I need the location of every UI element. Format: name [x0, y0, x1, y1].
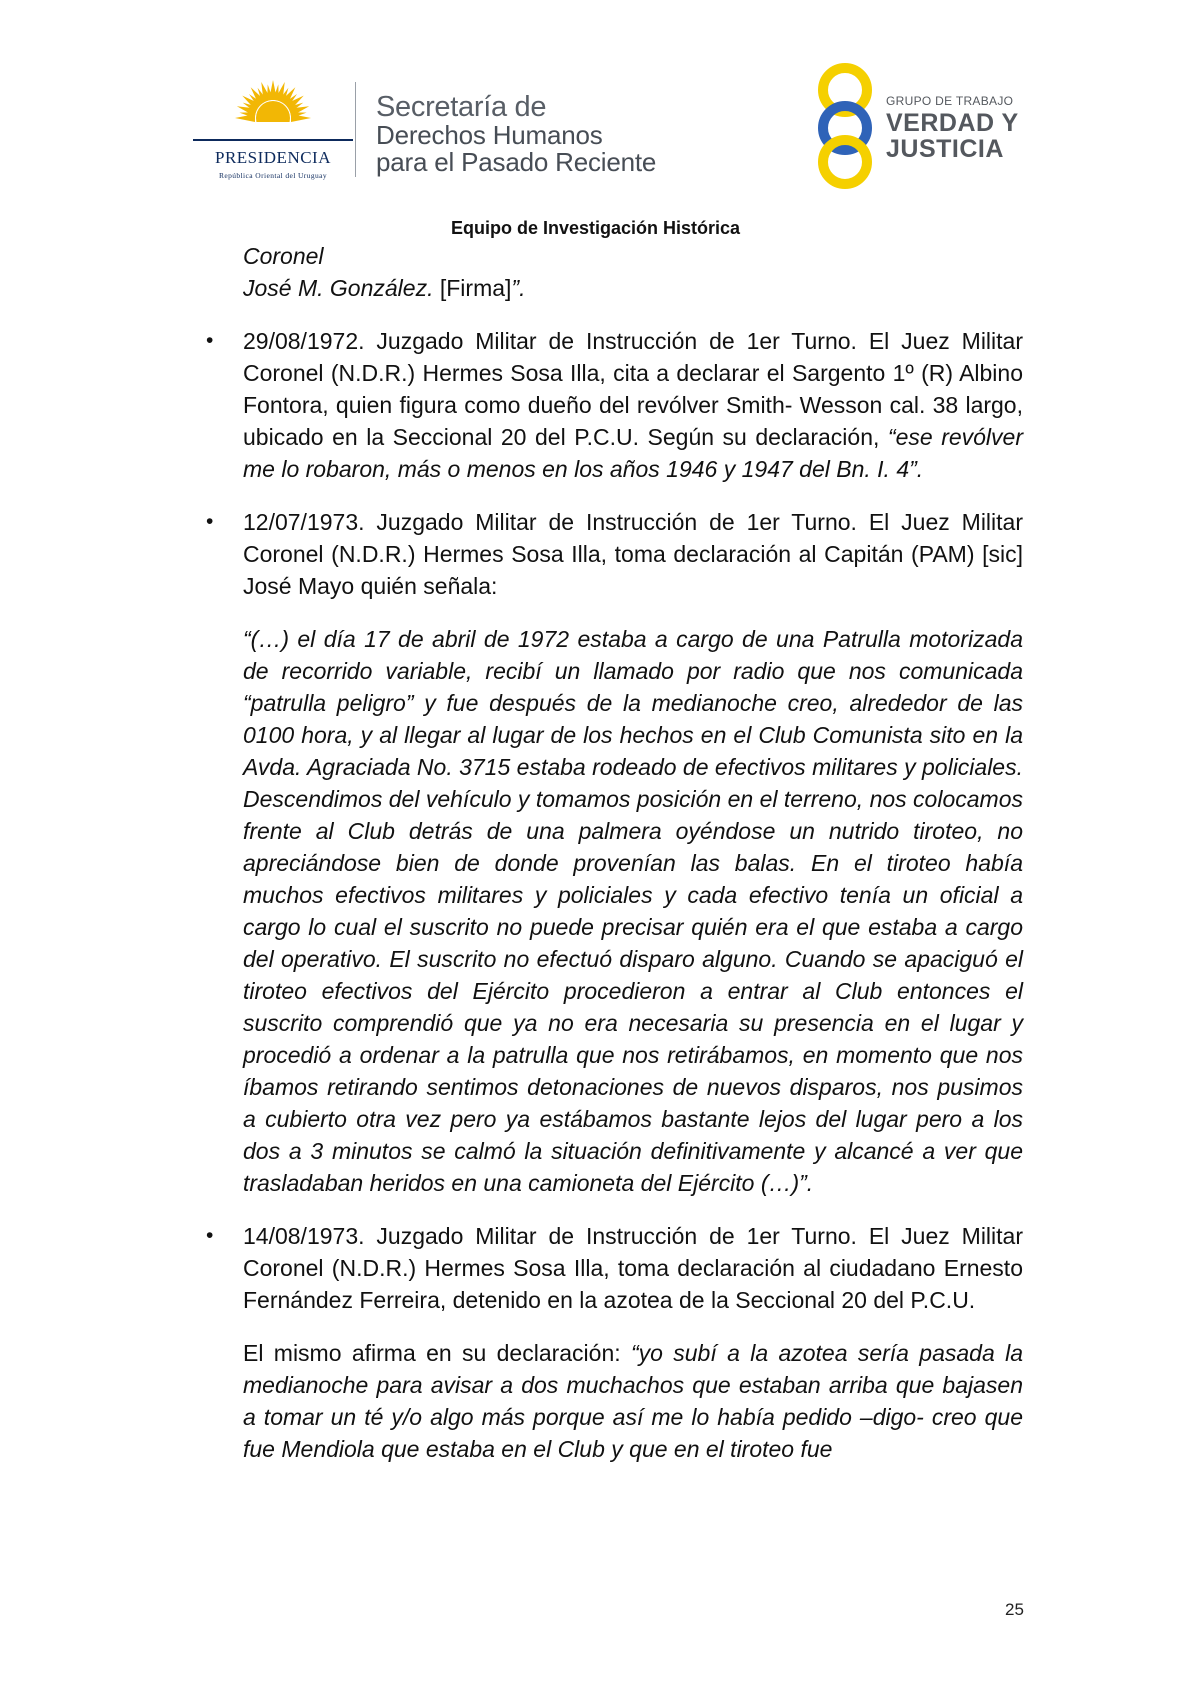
secretaria-line-1: Secretaría de — [376, 91, 547, 123]
entry-paragraph — [243, 325, 1023, 485]
entry-text: 29/08/1972. Juzgado Militar de Instrucción de 1er Turno. El Juez Militar Coronel (N.D.R.) Hermes Sosa Illa, cita a declarar el Sargento 1º (R) Albino Fontora, quien figura como dueño del revólver Smith- Wesson cal. 38 largo, ubicado en la Seccional 20 del P.C.U. Según su declaración, — [243, 328, 1023, 450]
entry-paragraph — [243, 506, 1023, 602]
intro-line-1 — [243, 240, 1023, 272]
sun-icon — [193, 78, 353, 142]
intro-signature-end: ”. — [511, 275, 526, 301]
bullet-mark: • — [206, 329, 214, 352]
presidencia-word: PRESIDENCIA — [214, 148, 331, 167]
quoted-testimony: “(…) el día 17 de abril de 1972 estaba a cargo de una Patrulla motorizada de recorrido variable, recibí un llamado por radio que nos comunicada “patrulla peligro” y fue después de la medianoche creo, alrededor de las 0100 hora, y al llegar al lugar de los hechos en el Club Comunista sito en la Avda. Agraciada No. 3715 estaba rodeado de efectivos militares y policiales. Descendimos del vehículo y tomamos posición en el terreno, nos colocamos frente al Club detrás de una palmera oyéndose un nutrido tiroteo, no apreciándose bien de donde provenían las balas. En el tiroteo había muchos efectivos militares y policiales y cada efectivo tenía un oficial a cargo lo cual el suscrito no puede precisar quién era el que estaba a cargo del operativo. El suscrito no efectuó disparo alguno. Cuando se apaciguó el tiroteo efectivos del Ejército procedieron a entrar al Club entonces el suscrito comprendió que ya no era necesaria su presencia en el lugar y procedió a ordenar a la patrulla que nos retirábamos, en momento que nos íbamos retirando sentimos detonaciones de nuevos disparos, nos pusimos a cubierto otra vez pero ya estábamos bastante lejos del lugar pero a los dos a 3 minutos se calmó la situación definitivamente y alcancé a ver que trasladaban heridos en una camioneta del Ejército (…)”. — [243, 626, 1023, 1196]
presidencia-logo — [190, 78, 350, 178]
header-divider — [355, 82, 356, 177]
bullet-mark: • — [206, 1224, 214, 1247]
grupo-trabajo-logo — [808, 62, 1028, 192]
secretaria-logo-text — [376, 92, 656, 176]
team-title: Equipo de Investigación Histórica — [450, 218, 741, 238]
entry-paragraph — [243, 1220, 1023, 1316]
intro-line-2 — [243, 272, 1023, 304]
intro-rank: Coronel — [243, 243, 324, 269]
followup-paragraph — [243, 1337, 1023, 1465]
intro-signature-mark: [Firma] — [433, 275, 512, 301]
grupo-small-label: GRUPO DE TRABAJO — [886, 94, 1014, 108]
secretaria-line-3: para el Pasado Reciente — [376, 147, 657, 177]
secretaria-line-2: Derechos Humanos — [376, 120, 603, 150]
presidencia-subtitle: República Oriental del Uruguay — [218, 171, 327, 180]
list-item — [206, 325, 1023, 485]
bullet-mark: • — [206, 510, 214, 533]
entry-text: 12/07/1973. Juzgado Militar de Instrucción de 1er Turno. El Juez Militar Coronel (N.D.R.) Hermes Sosa Illa, toma declaración al Capitán (PAM) [sic] José Mayo quién señala: — [243, 509, 1023, 599]
list-item — [206, 1220, 1023, 1316]
grupo-title-1: VERDAD Y — [886, 109, 1019, 137]
intro-signature-name: José M. González. — [243, 275, 434, 301]
entry-quote: “ese revólver me lo robaron, más o menos en los años 1946 y 1947 del Bn. I. 4”. — [243, 424, 1023, 482]
document-body — [206, 240, 1023, 1465]
rings-icon — [808, 62, 883, 192]
followup-lead: El mismo afirma en su declaración: — [243, 1340, 631, 1366]
entry-text: 14/08/1973. Juzgado Militar de Instrucción de 1er Turno. El Juez Militar Coronel (N.D.R.) Hermes Sosa Illa, toma declaración al ciudadano Ernesto Fernández Ferreira, detenido en la azotea de la Seccional 20 del P.C.U. — [243, 1223, 1023, 1313]
presidencia-rule — [193, 139, 353, 141]
page-header — [0, 0, 1191, 200]
followup-quote: “yo subí a la azotea sería pasada la medianoche para avisar a dos muchachos que estaban arriba que bajasen a tomar un té y/o algo más porque así me lo había pedido –digo- creo que fue Mendiola que estaba en el Club y que en el tiroteo fue — [243, 1340, 1023, 1462]
list-item — [206, 506, 1023, 602]
page-number: 25 — [1005, 1600, 1024, 1619]
grupo-title-2: JUSTICIA — [886, 135, 1004, 163]
